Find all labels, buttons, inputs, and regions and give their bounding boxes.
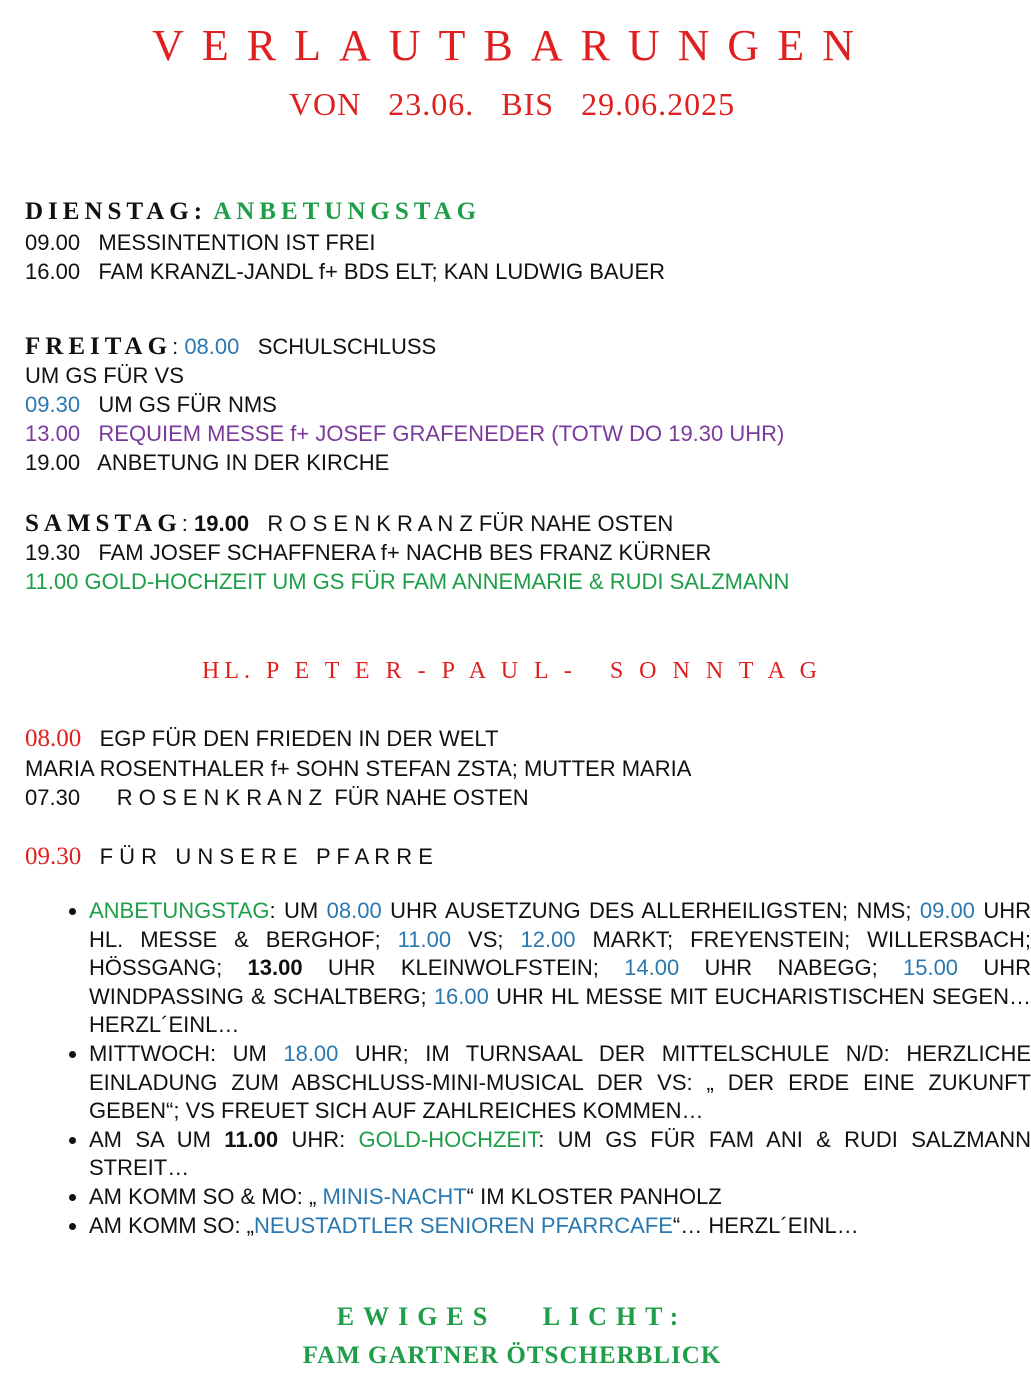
freitag-time-2: 09.30	[25, 392, 81, 417]
note-3-time: 11.00	[224, 1126, 279, 1152]
note-2-time: 18.00	[283, 1040, 339, 1066]
note-4-highlight: MINIS-NACHT	[322, 1183, 467, 1209]
sonntag-line-3: 07.30 R O S E N K R A N Z FÜR NAHE OSTEN	[25, 785, 529, 810]
list-item	[89, 1126, 1031, 1183]
samstag-colon: :	[181, 511, 195, 536]
note-4-part: AM KOMM SO & MO: „	[89, 1183, 323, 1209]
note-5-highlight: NEUSTADTLER SENIOREN PFARRCAFE	[254, 1212, 673, 1238]
freitag-text-2: UM GS FÜR NMS	[80, 392, 277, 417]
list-item	[89, 897, 1031, 1040]
ewiges-licht-family: FAM GARTNER ÖTSCHERBLICK	[302, 1342, 722, 1369]
samstag-day: SAMSTAG	[25, 510, 182, 537]
note-1-part: UHR WINDPASSING & SCHALTBERG;	[89, 955, 1031, 1009]
note-1-part: UHR HL. MESSE & BERGHOF;	[89, 898, 1031, 952]
freitag-time-1: 08.00	[184, 334, 240, 359]
note-1-part: UHR NABEGG;	[679, 955, 903, 981]
note-1-part: ANBETUNGSTAG	[89, 898, 270, 923]
note-5-part: “… HERZL´EINL…	[672, 1212, 859, 1238]
dienstag-heading	[25, 198, 481, 226]
note-1-part: MARKT; FREYENSTEIN; WILLERSBACH; HÖSSGANG;	[89, 926, 1031, 981]
note-1-time: 16.00	[433, 983, 489, 1009]
samstag-heading	[25, 510, 673, 538]
list-item	[89, 1212, 1031, 1241]
dienstag-day: DIENSTAG:	[25, 198, 208, 225]
note-1-part: UHR AUSETZUNG DES ALLERHEILIGSTEN; NMS;	[381, 898, 920, 923]
dienstag-entry-2: 16.00 FAM KRANZL-JANDL f+ BDS ELT; KAN LUDWIG BAUER	[25, 259, 666, 284]
note-3-part: : UM GS FÜR FAM ANI & RUDI SALZMANN STREIT…	[89, 1126, 1031, 1181]
sonntag-text-1: EGP FÜR DEN FRIEDEN IN DER WELT	[81, 726, 499, 751]
note-2-part: UHR; IM TURNSAAL DER MITTELSCHULE N/D: HERZLICHE EINLADUNG ZUM ABSCHLUSS-MINI-MUSICAL DER VS: „ DER ERDE EINE ZUKUNFT GEBEN“; VS FREUET SICH AUF ZAHLREICHES KOMMEN…	[89, 1040, 1031, 1124]
sonntag-heading: HL. P E T E R - P A U L - S O N N T A G	[202, 658, 822, 684]
note-1-part: UHR HL MESSE MIT EUCHARISTISCHEN SEGEN… HERZL´EINL…	[89, 983, 1031, 1038]
note-4-part: “ IM KLOSTER PANHOLZ	[466, 1183, 722, 1209]
note-1-time: 09.00	[919, 898, 975, 923]
note-1-time: 15.00	[902, 955, 959, 981]
freitag-colon: :	[172, 334, 179, 359]
freitag-line-5: 19.00 ANBETUNG IN DER KIRCHE	[25, 450, 390, 475]
sonntag-text-2: F Ü R U N S E R E P F A R R E	[81, 844, 433, 869]
sonntag-line-4	[25, 843, 433, 871]
note-1-time: 14.00	[624, 955, 680, 981]
freitag-heading	[25, 333, 436, 361]
note-1-part: VS;	[451, 926, 521, 952]
note-1-time: 08.00	[326, 898, 382, 923]
list-item	[89, 1183, 1031, 1212]
freitag-requiem: 13.00 REQUIEM MESSE f+ JOSEF GRAFENEDER (TOTW DO 19.30 UHR)	[25, 421, 785, 446]
dienstag-label: ANBETUNGSTAG	[213, 198, 482, 225]
dienstag-entry-1: 09.00 MESSINTENTION IST FREI	[25, 230, 376, 255]
ewiges-licht-heading: EWIGES LICHT:	[336, 1302, 688, 1331]
sonntag-time-2: 09.30	[25, 843, 82, 870]
note-3-part: UHR:	[278, 1126, 359, 1152]
note-1-time: 11.00	[397, 926, 452, 952]
freitag-line-2: UM GS FÜR VS	[25, 363, 184, 388]
freitag-day: FREITAG	[25, 333, 173, 360]
note-2-part: MITTWOCH: UM	[89, 1040, 284, 1066]
samstag-line-2: 19.30 FAM JOSEF SCHAFFNERA f+ NACHB BES FRANZ KÜRNER	[25, 540, 712, 565]
note-1-part: UHR KLEINWOLFSTEIN;	[302, 955, 625, 981]
note-3-highlight: GOLD-HOCHZEIT	[358, 1126, 539, 1152]
note-1-part: : UM	[269, 898, 327, 923]
freitag-text-1: SCHULSCHLUSS	[239, 334, 437, 359]
samstag-time: 19.00	[194, 511, 250, 536]
note-5-part: AM KOMM SO: „	[89, 1212, 254, 1238]
note-1-time: 13.00	[247, 955, 303, 981]
sonntag-line-2: MARIA ROSENTHALER f+ SOHN STEFAN ZSTA; MUTTER MARIA	[25, 756, 692, 781]
sonntag-time-1: 08.00	[25, 725, 82, 752]
page-title: VERLAUTBARUNGEN	[152, 21, 872, 70]
note-3-part: AM SA UM	[89, 1126, 225, 1152]
freitag-line-3	[25, 391, 277, 419]
sonntag-line-1	[25, 725, 498, 753]
announcement-list	[55, 897, 1031, 1240]
date-range: VON 23.06. BIS 29.06.2025	[288, 86, 736, 122]
note-1-time: 12.00	[520, 926, 576, 952]
samstag-rosenkranz: R O S E N K R A N Z FÜR NAHE OSTEN	[249, 511, 674, 536]
samstag-gold-hochzeit: 11.00 GOLD-HOCHZEIT UM GS FÜR FAM ANNEMARIE & RUDI SALZMANN	[25, 569, 790, 594]
list-item	[89, 1040, 1031, 1126]
